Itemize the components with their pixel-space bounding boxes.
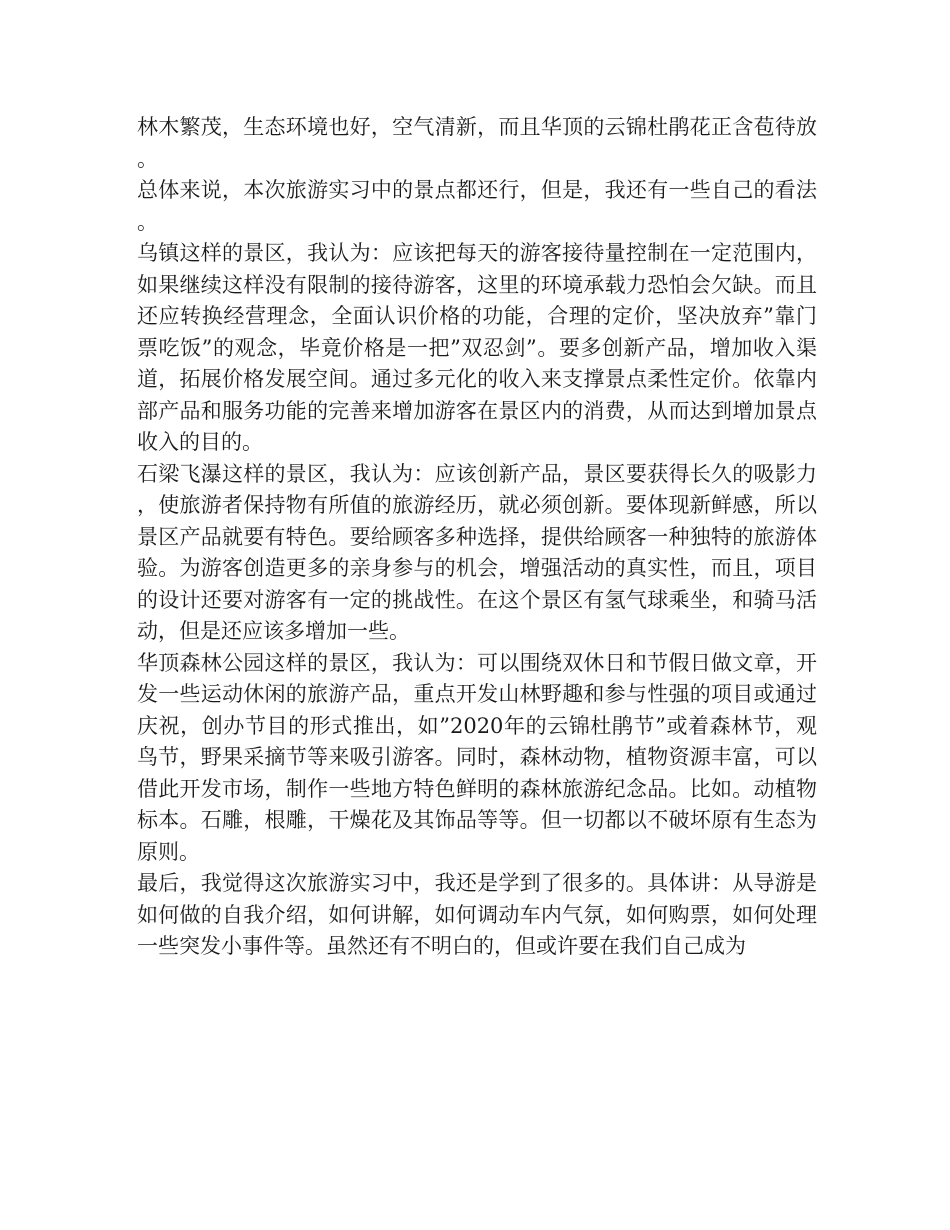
paragraph-forest-intro: 林木繁茂，生态环境也好，空气清新，而且华顶的云锦杜鹃花正含苞待放。 — [137, 115, 817, 171]
document-body — [137, 112, 817, 963]
paragraph-conclusion: 最后，我觉得这次旅游实习中，我还是学到了很多的。具体讲：从导游是如何做的自我介绍，如何讲解，如何调动车内气氛，如何购票，如何处理一些突发小事件等。虽然还有不明白的，但或许要在我们自己成为 — [137, 871, 817, 958]
paragraph-wuzhen: 乌镇这样的景区，我认为：应该把每天的游客接待量控制在一定范围内，如果继续这样没有限制的接待游客，这里的环境承载力恐怕会欠缺。而且还应转换经营理念，全面认识价格的功能，合理的定价，坚决放弃”靠门票吃饭”的观念，毕竟价格是一把”双忍剑”。要多创新产品，增加收入渠道，拓展价格发展空间。通过多元化的收入来支撑景点柔性定价。依靠内部产品和服务功能的完善来增加游客在景区内的消费，从而达到增加景点收入的目的。 — [137, 241, 817, 454]
paragraph-huading-forest-park: 华顶森林公园这样的景区，我认为：可以围绕双休日和节假日做文章，开发一些运动休闲的旅游产品，重点开发山林野趣和参与性强的项目或通过庆祝，创办节目的形式推出，如”2020年的云锦杜鹃节”或着森林节，观鸟节，野果采摘节等来吸引游客。同时，森林动物，植物资源丰富，可以借此开发市场，制作一些地方特色鲜明的森林旅游纪念品。比如。动植物标本。石雕，根雕，干燥花及其饰品等等。但一切都以不破坏原有生态为原则。 — [137, 650, 817, 864]
paragraph-shiliang-waterfall: 石梁飞瀑这样的景区，我认为：应该创新产品，景区要获得长久的吸影力，使旅游者保持物有所值的旅游经历，就必须创新。要体现新鲜感，所以景区产品就要有特色。要给顾客多种选择，提供给顾客一种独特的旅游体验。为游客创造更多的亲身参与的机会，增强活动的真实性，而且，项目的设计还要对游客有一定的挑战性。在这个景区有氢气球乘坐，和骑马活动，但是还应该多增加一些。 — [137, 461, 817, 643]
paragraph-overall-opinion: 总体来说，本次旅游实习中的景点都还行，但是，我还有一些自己的看法。 — [137, 178, 817, 234]
